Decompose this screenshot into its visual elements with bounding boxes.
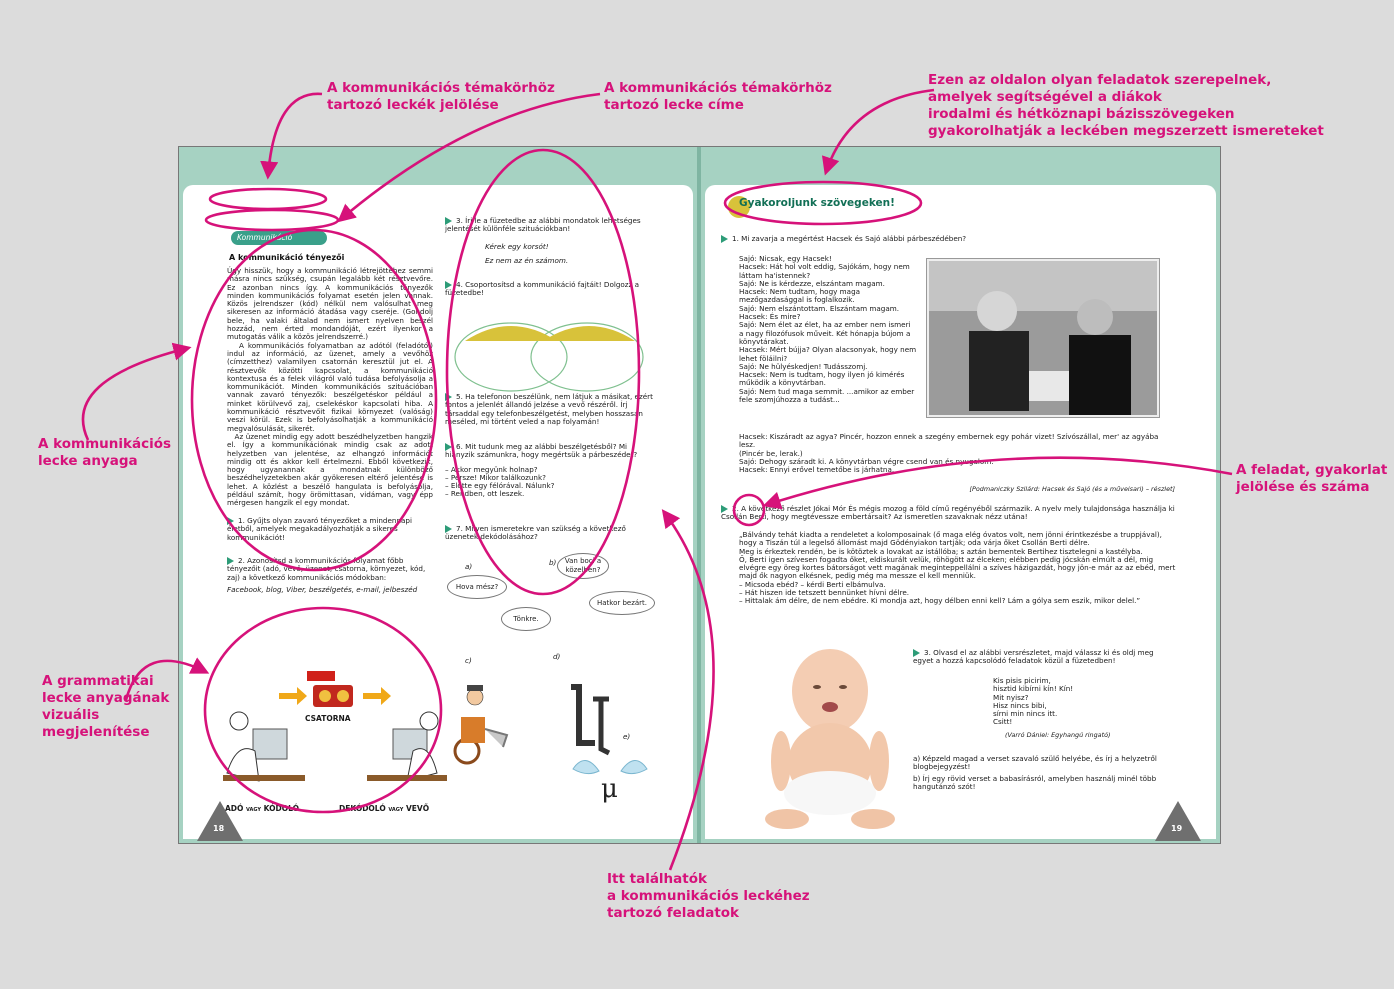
channel-label: CSATORNA	[305, 714, 351, 723]
receiver-label: VEVŐ	[405, 804, 430, 813]
task-text: Csoportosítsd a kommunikáció fajtáit! Dolgozz a füzetedbe!	[445, 280, 640, 298]
hacsek-sajo-dialogue-tail: Hacsek: Kiszáradt az agya? Pincér, hozzon ennek a szegény embernek egy pohár vizet! Szívószállal, mer' az agyába lesz. (Pincér be, lerak.) Sajó: Dehogy száradt ki. A könyvtárban végre csend van és nyugalom. Hacsek: Ennyi erővel temetőbe is járhatna.	[739, 432, 1159, 475]
page-number: 19	[1171, 824, 1183, 833]
task-italic: Kérek egy korsót! Ez nem az én számom.	[485, 241, 569, 265]
task-number: 4.	[456, 280, 463, 289]
task-dialog: – Akkor megyünk holnap? – Persze! Mikor találkozunk? – Előtte egy félórával. Nálunk? – Rendben, ott leszek.	[445, 464, 555, 499]
label-b: b)	[549, 558, 557, 567]
task-number: 3.	[924, 648, 931, 657]
annotation-lesson-content: A kommunikációs lecke anyaga	[38, 436, 172, 469]
task-italic: Facebook, blog, Viber, beszélgetés, e-mail, jelbeszéd	[227, 584, 418, 594]
task-number: 5.	[456, 392, 463, 401]
annotation-practice-page: Ezen az oldalon olyan feladatok szerepelnek, amelyek segítségével a diákok irodalmi és hétköznapi bázisszövegeken gyakorolhatják a leckében megszerzett ismereteket	[928, 72, 1324, 139]
source-1: [Podmaniczky Szilárd: Hacsek és Sajó (és a műveisari) – részlet]	[969, 485, 1175, 493]
decoder-label: DEKÓDOLÓ	[339, 804, 386, 813]
venn-right-label: nem verbális	[569, 314, 622, 323]
sender-label: ADÓ	[225, 804, 244, 813]
venn-left-label: verbális	[489, 314, 522, 323]
annotation-lesson-title: A kommunikációs témakörhöz tartozó lecke címe	[604, 80, 832, 113]
speech-bubble: Hatkor bezárt.	[589, 591, 655, 615]
task-number: 3.	[456, 216, 463, 225]
label-a: a)	[465, 562, 473, 571]
or-label: VAGY	[388, 807, 404, 813]
lesson-body: Úgy hisszük, hogy a kommunikáció létrejöttéhez semmi másra nincs szükség, csupán legalább két résztvevőre. Ez azonban nincs így. A kommunikációs tényezők minden kommunikációs folyamat esetén jelen vannak. Közös jelrendszer (kód) nélkül nem valósulhat meg sikeresen az információ átadása vagy cseréje. (Gondolj bele, ha valaki általad nem ismert nyelven beszél hozzád, nem érted mondandóját, ezért ilyenkor a mutogatás válik a közös jelrendszerré.) A kommunikációs folyamatban az adótól (feladótól) indul az információ, az üzenet, amely a vevőhöz (címzetthez) valamilyen csatornán keresztül jut el. A résztvevők közötti kapcsolat, a kommunikáció kontextusa és a felek világról való tudása befolyásolja a kommunikációt. Minden kommunikációs szituációban vannak zavaró tényezők: beszélgetéskor például a minket körülvevő zaj, cselekéskor kapcsolati hiba. A kommunikáció résztvevőit fizikai környezet (valóság) veszi körül. Ezek is befolyásolhatják a kommunikáció megvalósulását, sikerét. Az üzenet mindig egy adott beszédhelyzetben hangzik el. Így a kommunikációnak mindig csak az adott helyzetben van jelentése, az elhangzó információt mindig ott és akkor kell értelmezni. Ebből következik, hogy ugyanannak a mondatnak különböző beszédhelyzetekben akár gyökeresen eltérő jelentése is lehet. A közlést a beszélő hangulata is befolyásolja, például számít, hogy örömittasan, vidáman, vagy épp mérgesen hangzik el egy mondat.	[227, 266, 433, 508]
speech-bubble: Van boci a közelben?	[557, 553, 609, 579]
task-text: Mi zavarja a megértést Hacsek és Sajó alábbi párbeszédében?	[741, 234, 967, 243]
speech-bubble: Hova mész?	[447, 575, 507, 599]
task-number: 2.	[238, 556, 245, 565]
annotation-lesson-marker: A kommunikációs témakörhöz tartozó leckék jelölése	[327, 80, 555, 113]
task-text: A következő részlet Jókai Mór És mégis mozog a föld című regényéből származik. A nyelv mely tulajdonsága használja ki Csollán Berti, hogy megtévessze embertársait? Az ismeretlen szavaknak nézz utána!	[721, 504, 1175, 522]
annotation-grammar-visual: A grammatikai lecke anyagának vizuális megjelenítése	[42, 673, 170, 740]
jokai-excerpt: „Bálvándy tehát kiadta a rendeletet a kolomposainak (ő maga elég óvatos volt, nem jönni érintkezésbe a truppjával), hogy a Tiszán túl a legelső állomást majd Gödényiakon tartják; oda várja őket Csollán Berti délre. Meg is érkeztek rendén, be is kötöztek a lovakat az istállóba; s aztán bementek Bertihez tisztelegni a kastélyba. Ő, Berti igen szívesen fogadta őket, eldiskurált velük, röhögött az élceken; elébben pedig jócskán elmúlt a dél, mig elvégre egy öreg kortes bátorságot vett magának megintерpellálni a szíves házigazdát, hogy jön-e már az az ebéd, mert majd ők nagyon elkésnek, pedig még ma messze el kell menniük. – Micsoda ebéd? – kérdi Berti elbámulva. – Hát hiszen ide tetszett bennünket hívni délre. – Hittalak ám délre, de nem ebédre. Ki mondja azt, hogy délben enni kell? Lám a gólya sem eszik, mikor delel.”	[739, 530, 1176, 606]
encoder-label: KÓDOLÓ	[263, 804, 300, 813]
task-text: Ha telefonon beszélünk, nem látjuk a másikat, ezért fontos a jelenlét állandó jelzése a vevő részéről. Írj társaddal egy telefonbeszélgetést, melyben hosszasan meséled, mi történt veled a nap folyamán!	[445, 392, 653, 426]
label-c: c)	[465, 656, 472, 665]
annotation-task-number: A feladat, gyakorlat jelölése és száma	[1236, 462, 1388, 495]
page-number: 18	[213, 824, 225, 833]
task-number: 1.	[732, 234, 739, 243]
hacsek-sajo-dialogue: Sajó: Nicsak, egy Hacsek! Hacsek: Hát hol volt eddig, Sajókám, hogy nem láttam ha'istennek? Sajó: Ne is kérdezze, elszántam magam. Hacsek: Nem tudtam, hogy maga mezőgazdasággal is foglalkozik. Sajó: Nem elszántottam. Elszántam magam. Hacsek: És mire? Sajó: Nem élet az élet, ha az ember nem ismeri a nagy filozófusok műveit. Két hónapja bújom a könyvtárakat. Hacsek: Mért bújja? Olyan alacsonyak, hogy nem lehet föláilni? Sajó: Ne hülyéskedjen! Tudásszomj. Hacsek: Nem is tudtam, hogy ilyen jó kimérés működik a könyvtárban. Sajó: Nem tud maga semmit. ...amikor az ember fele szomjúhozza a tudást...	[739, 254, 917, 405]
task-number: 1.	[238, 516, 245, 525]
topic-tag: Kommunikáció	[231, 231, 327, 245]
task-text: Olvasd el az alábbi versrészletet, majd válassz ki és oldj meg egyet a hozzá kapcsolódó feladatok közül a füzetedben!	[913, 648, 1154, 666]
task-text: Írj le a füzetedbe az alábbi mondatok lehetséges jelentését különféle szituációkban!	[445, 216, 641, 234]
svg-text:μ: μ	[601, 774, 618, 804]
sub-task-b: b) Írj egy rövid verset a babasírásról, amelyben használj minél több hangutánzó szót!	[913, 774, 1157, 792]
or-label: VAGY	[246, 807, 262, 813]
speech-bubble: Tönkre.	[501, 607, 551, 631]
lesson-title: A kommunikáció tényezői	[229, 253, 345, 262]
label-d: d)	[553, 652, 561, 661]
sub-task-a: a) Képzeld magad a verset szavaló szülő helyébe, és írj a helyzetről blogbejegyzést!	[913, 754, 1157, 772]
poem: Kis pisis picirim, hisztid kibírni kín! Kín! Mit nyisz? Hisz nincs bibi, sírni min nincs itt. Csitt!	[993, 676, 1074, 727]
page-title: Gyakoroljunk szövegeken!	[739, 197, 895, 209]
label-e: e)	[623, 732, 631, 741]
poem-source: (Varró Dániel: Egyhangú ringató)	[1005, 731, 1111, 739]
task-text: Gyűjts olyan zavaró tényezőket a mindennapi életből, amelyek megakadályozhatják a sikeres kommunikációt!	[227, 516, 412, 542]
task-text: Milyen ismeretekre van szükség a következő üzenetek dekódolásához?	[445, 524, 626, 542]
task-number: 2.	[732, 504, 739, 513]
task-text: Azonosítsd a kommunikációs folyamat főbb tényezőit (adó, vevő, üzenet, csatorna, környezet, kód, zaj) a következő kommunikációs módokban:	[227, 556, 426, 582]
task-number: 6.	[456, 442, 463, 451]
annotation-lesson-tasks: Itt találhatók a kommunikációs leckéhez tartozó feladatok	[607, 871, 810, 921]
task-text: Mit tudunk meg az alábbi beszélgetésből? Mi hiányzik számunkra, hogy megértsük a párbeszédet?	[445, 442, 638, 460]
task-number: 7.	[456, 524, 463, 533]
